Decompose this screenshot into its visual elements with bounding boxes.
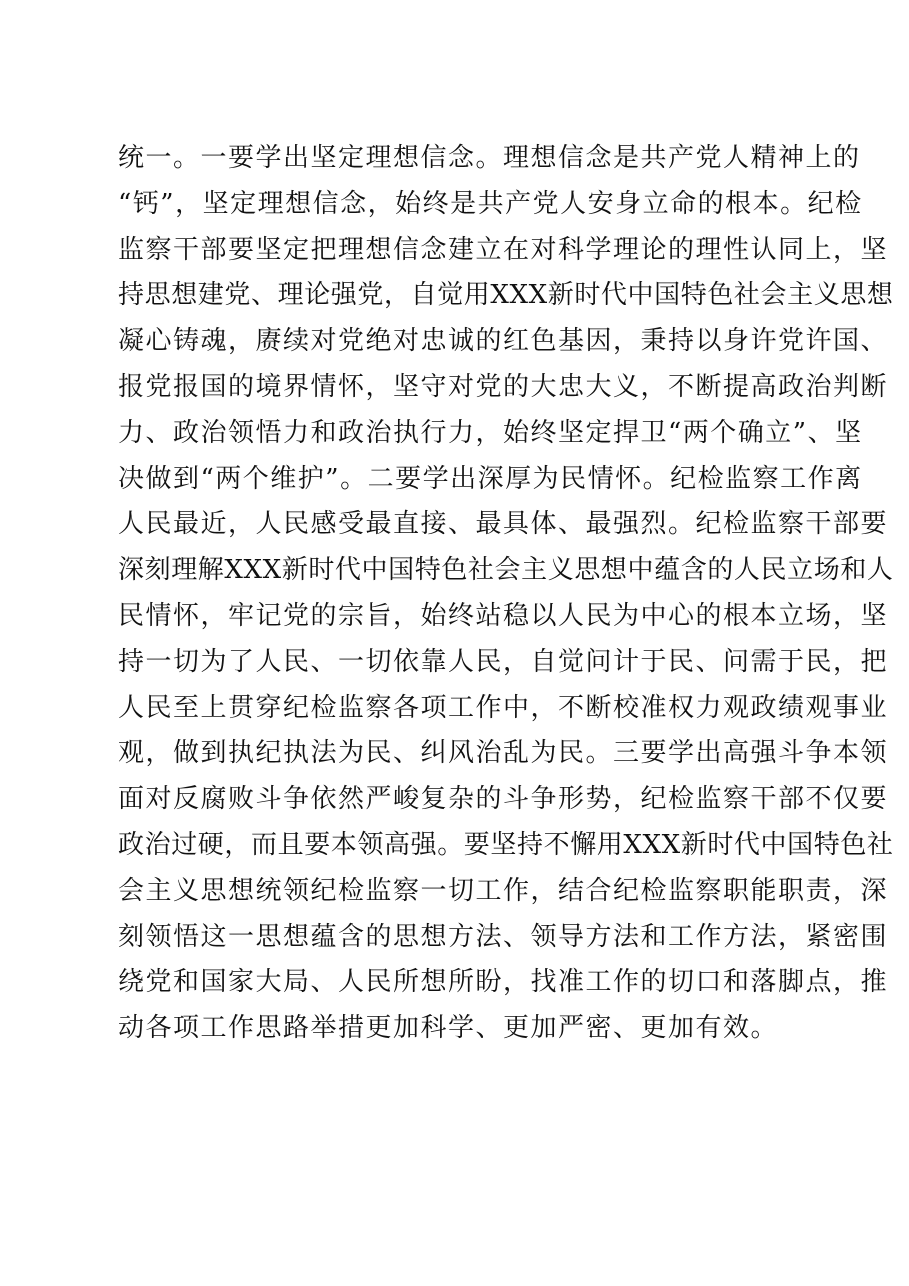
text-line-15: 面对反腐败斗争依然严峻复杂的斗争形势，纪检监察干部不仅要: [118, 784, 889, 815]
text-line-18: 刻领悟这一思想蕴含的思想方法、领导方法和工作方法，紧密围: [118, 921, 889, 952]
text-line-7: 力、政治领悟力和政治执行力，始终坚定捍卫“两个确立”、坚: [118, 417, 863, 448]
text-line-13: 人民至上贯穿纪检监察各项工作中，不断校准权力观政绩观事业: [118, 692, 889, 723]
body-paragraph: [118, 136, 894, 1052]
text-line-4: 持思想建党、理论强党，自觉用XXX新时代中国特色社会主义思想: [118, 280, 894, 311]
text-line-19: 绕党和国家大局、人民所想所盼，找准工作的切口和落脚点，推: [118, 967, 889, 998]
text-line-9: 人民最近，人民感受最直接、最具体、最强烈。纪检监察干部要: [118, 509, 889, 540]
text-line-1: 统一。一要学出坚定理想信念。理想信念是共产党人精神上的: [118, 143, 861, 173]
text-line-12: 持一切为了人民、一切依靠人民，自觉问计于民、问需于民，把: [118, 646, 889, 677]
text-line-8: 决做到“两个维护”。二要学出深厚为民情怀。纪检监察工作离: [118, 463, 863, 494]
text-line-20: 动各项工作思路举措更加科学、更加严密、更加有效。: [118, 1013, 779, 1044]
text-line-16: 政治过硬，而且要本领高强。要坚持不懈用XXX新时代中国特色社: [118, 829, 894, 860]
text-line-3: 监察干部要坚定把理想信念建立在对科学理论的理性认同上，坚: [118, 234, 889, 265]
text-line-14: 观，做到执纪执法为民、纠风治乱为民。三要学出高强斗争本领: [118, 738, 889, 769]
text-line-17: 会主义思想统领纪检监察一切工作，结合纪检监察职能职责，深: [118, 875, 889, 906]
text-line-10: 深刻理解XXX新时代中国特色社会主义思想中蕴含的人民立场和人: [118, 555, 894, 586]
text-line-2: “钙”，坚定理想信念，始终是共产党人安身立命的根本。纪检: [118, 188, 863, 219]
text-line-11: 民情怀，牢记党的宗旨，始终站稳以人民为中心的根本立场，坚: [118, 600, 889, 631]
text-line-6: 报党报国的境界情怀，坚守对党的大忠大义，不断提高政治判断: [118, 371, 889, 402]
text-line-5: 凝心铸魂，赓续对党绝对忠诚的红色基因，秉持以身许党许国、: [118, 326, 889, 357]
